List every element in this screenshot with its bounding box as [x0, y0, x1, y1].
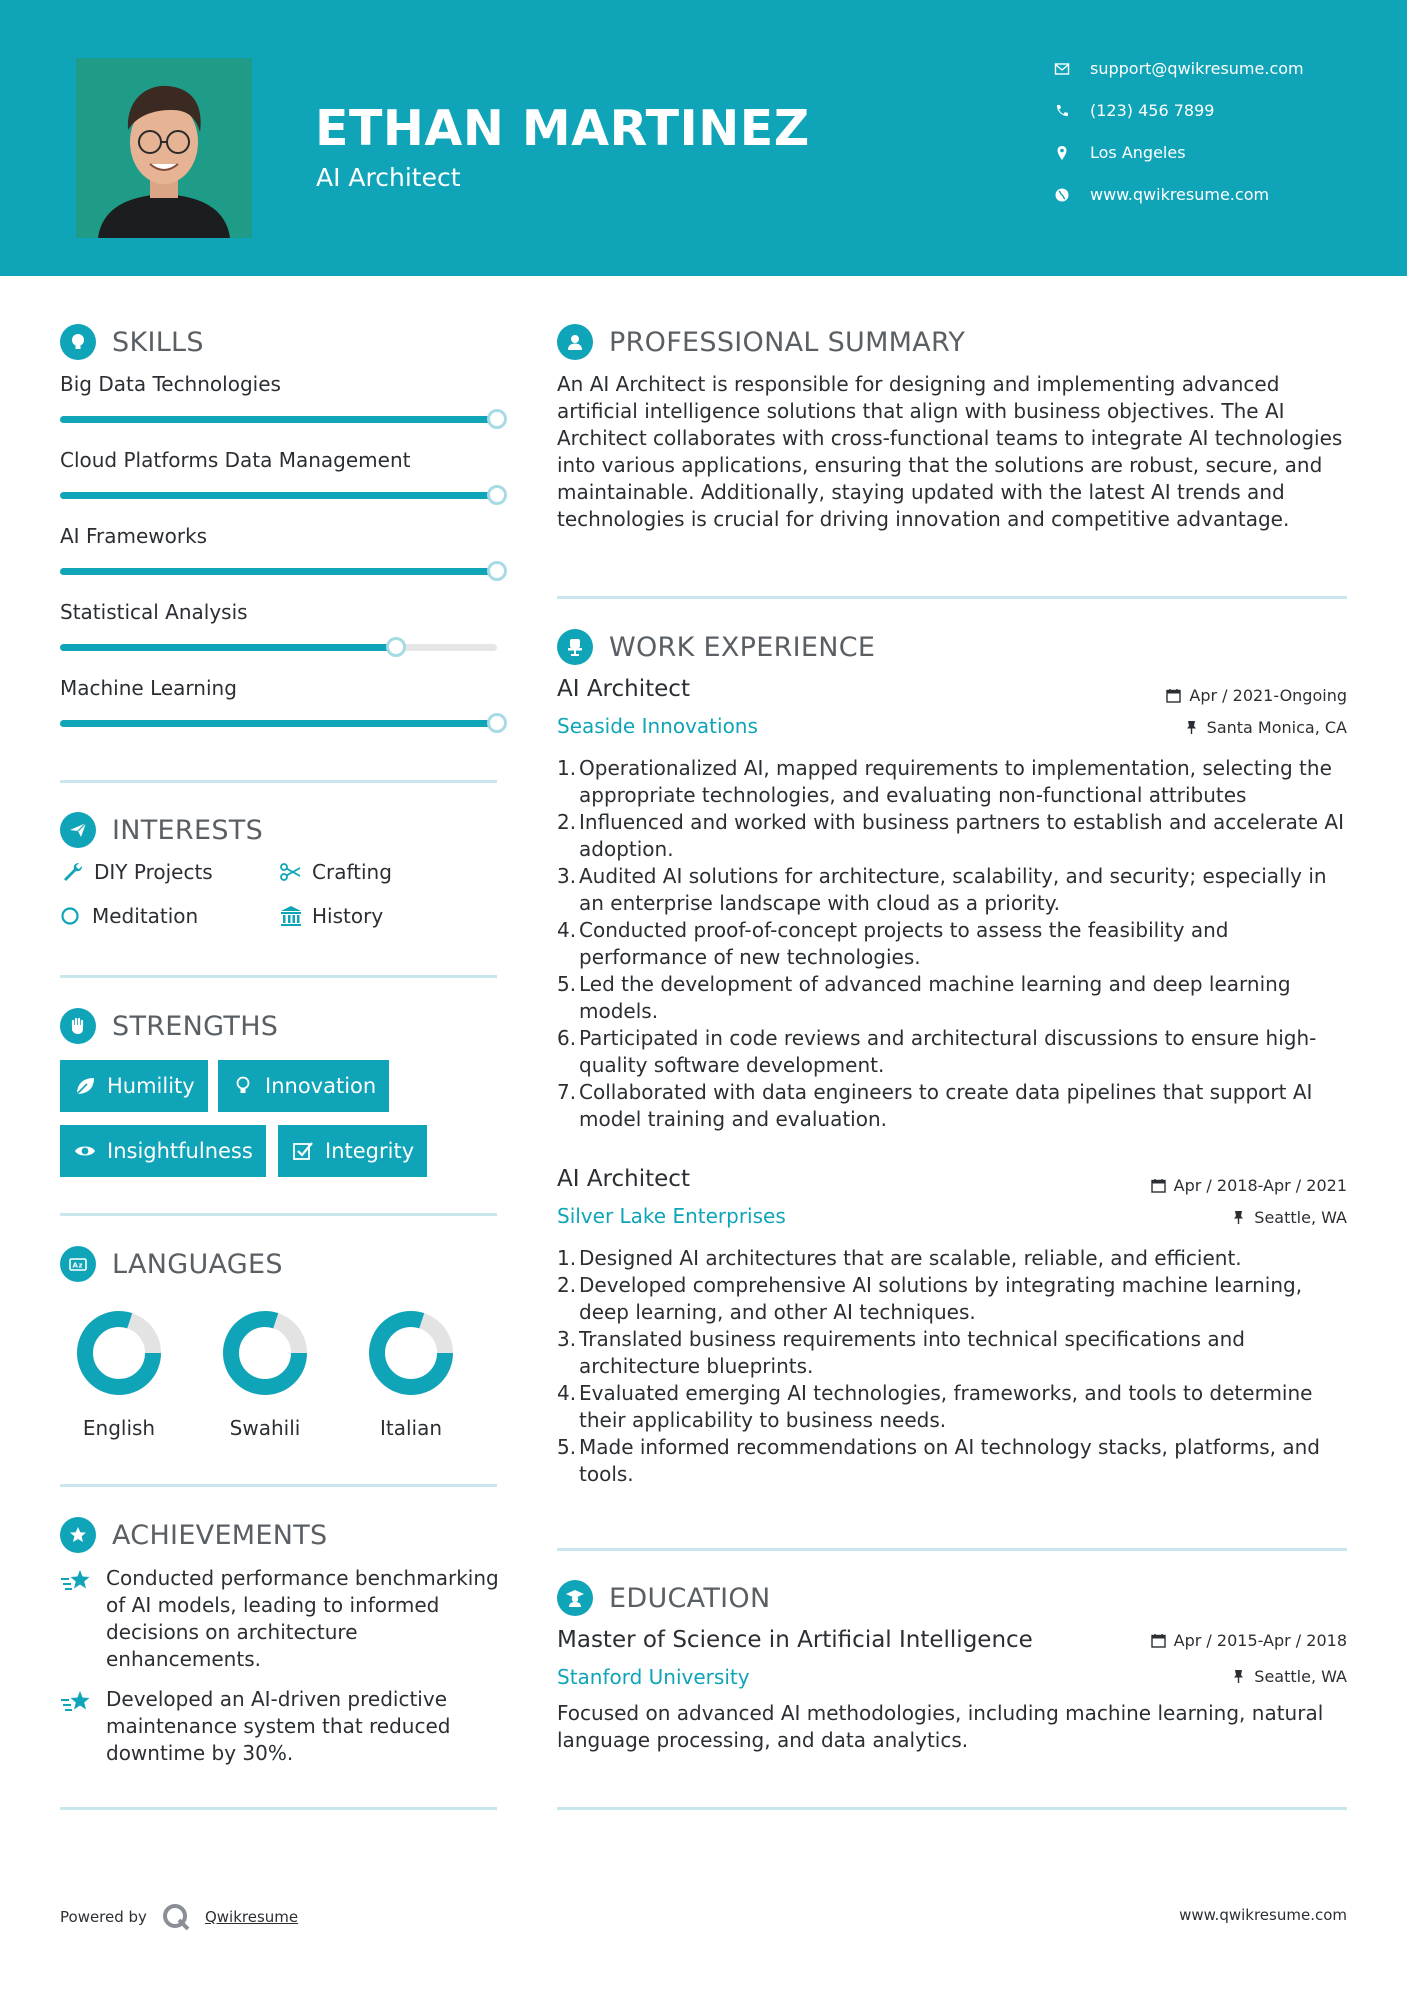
job-bullet-text: Conducted proof-of-concept projects to assess the feasibility and performance of new technologies.	[579, 918, 1229, 969]
shooting-star-icon	[60, 1686, 96, 1767]
contact-email-text: support@qwikresume.com	[1090, 59, 1304, 78]
job-bullet-text: Evaluated emerging AI technologies, frameworks, and tools to determine their applicability to business needs.	[579, 1381, 1313, 1432]
interest-item	[60, 904, 198, 928]
job-dates-text: Apr / 2021-Ongoing	[1189, 686, 1347, 705]
strengths-title: STRENGTHS	[112, 1010, 279, 1042]
skills-title: SKILLS	[112, 326, 204, 358]
scissors-icon	[278, 860, 304, 884]
strength-tag	[60, 1060, 208, 1112]
skill-label: Machine Learning	[60, 676, 237, 700]
skill-bar	[60, 644, 497, 651]
skill-bar	[60, 492, 497, 499]
footer-brand-link[interactable]: Qwikresume	[204, 1908, 299, 1926]
achievement-item	[60, 1565, 500, 1673]
contact-phone-text: (123) 456 7899	[1090, 101, 1215, 120]
svg-text:z: z	[78, 1261, 83, 1270]
education-heading	[557, 1580, 770, 1616]
eye-icon	[73, 1139, 97, 1163]
skill-bar-fill	[60, 416, 497, 423]
resume-header	[0, 0, 1407, 276]
education-dates	[1151, 1631, 1347, 1650]
skill-bar-knob	[487, 713, 507, 733]
contact-website-text: www.qwikresume.com	[1090, 185, 1270, 204]
calendar-icon	[1166, 688, 1181, 703]
experience-title: WORK EXPERIENCE	[609, 631, 876, 663]
strengths-heading	[60, 1008, 278, 1044]
globe-icon	[1054, 187, 1070, 203]
user-icon	[557, 324, 593, 360]
envelope-icon	[1054, 61, 1070, 77]
language-proficiency-donut	[366, 1308, 456, 1398]
paper-plane-icon	[60, 812, 96, 848]
strength-label: Integrity	[325, 1139, 415, 1163]
calendar-icon	[1151, 1633, 1166, 1648]
job-bullet-list	[557, 755, 1357, 1133]
powered-by-label: Powered by	[60, 1908, 147, 1926]
skill-bar-knob	[487, 409, 507, 429]
skill-bar-fill	[60, 492, 497, 499]
section-divider	[60, 780, 497, 783]
strength-label: Innovation	[265, 1074, 377, 1098]
phone-icon	[1054, 103, 1070, 119]
education-title: EDUCATION	[609, 1582, 771, 1614]
contact-phone[interactable]	[1054, 101, 1214, 120]
pushpin-icon	[1231, 1669, 1246, 1684]
interest-label: Meditation	[92, 904, 199, 928]
interest-label: DIY Projects	[94, 860, 213, 884]
skill-label: Cloud Platforms Data Management	[60, 448, 411, 472]
job-bullet-text: Made informed recommendations on AI technology stacks, platforms, and tools.	[579, 1435, 1320, 1486]
office-chair-icon	[557, 629, 593, 665]
job-location	[1231, 1208, 1347, 1227]
job-bullet-text: Operationalized AI, mapped requirements to implementation, selecting the appropriate technologies, and evaluating non-functional attributes	[579, 756, 1332, 807]
lightbulb-icon	[231, 1074, 255, 1098]
job-dates-text: Apr / 2018-Apr / 2021	[1173, 1176, 1347, 1195]
contact-location-text: Los Angeles	[1090, 143, 1186, 162]
skill-bar-knob	[386, 637, 406, 657]
skill-bar-knob	[487, 485, 507, 505]
skill-bar-fill	[60, 644, 396, 651]
job-bullet-text: Collaborated with data engineers to create data pipelines that support AI model training and evaluation.	[579, 1080, 1313, 1131]
job-dates	[1166, 686, 1347, 705]
language-label: Italian	[379, 1416, 443, 1440]
job-bullet: 7. Collaborated with data engineers to create data pipelines that support AI model training and evaluation.	[557, 1079, 1357, 1133]
leaf-icon	[73, 1074, 97, 1098]
profile-photo	[76, 58, 252, 238]
translate-icon	[60, 1246, 96, 1282]
language-proficiency-donut	[220, 1308, 310, 1398]
language-proficiency-donut	[74, 1308, 164, 1398]
education-description: Focused on advanced AI methodologies, including machine learning, natural language processing, and data analytics.	[557, 1701, 1324, 1752]
pushpin-icon	[1231, 1210, 1246, 1225]
skill-bar-fill	[60, 720, 497, 727]
candidate-name: ETHAN MARTINEZ	[315, 100, 810, 157]
map-pin-icon	[1054, 145, 1070, 161]
summary-text: An AI Architect is responsible for designing and implementing advanced artificial intelligence solutions that align with business objectives. The AI Architect collaborates with cross-functional teams to integrate AI technologies into various applications, ensuring that the solutions are robust, secure, and maintainable. Additionally, staying updated with the latest AI trends and technologies is crucial for driving innovation and competitive advantage.	[557, 372, 1343, 531]
job-bullet-text: Participated in code reviews and architectural discussions to ensure high-quality software development.	[579, 1026, 1317, 1077]
language-label: Swahili	[229, 1416, 301, 1440]
interests-title: INTERESTS	[112, 814, 264, 846]
section-divider	[557, 596, 1347, 599]
summary-title: PROFESSIONAL SUMMARY	[609, 326, 966, 358]
language-item	[215, 1308, 315, 1440]
language-label: English	[82, 1416, 156, 1440]
skills-heading	[60, 324, 204, 360]
checkbox-icon	[291, 1139, 315, 1163]
interest-item	[60, 860, 213, 884]
section-divider	[60, 1484, 497, 1487]
job-bullet: 1. Designed AI architectures that are scalable, reliable, and efficient.	[557, 1246, 1242, 1270]
strength-tag	[60, 1125, 266, 1177]
job-bullet: 4. Evaluated emerging AI technologies, frameworks, and tools to determine their applicability to business needs.	[557, 1380, 1357, 1434]
school-name: Stanford University	[557, 1665, 750, 1689]
job-title: AI Architect	[557, 1166, 690, 1192]
job-location-text: Santa Monica, CA	[1206, 718, 1347, 737]
section-divider	[557, 1548, 1347, 1551]
job-bullet: 3. Audited AI solutions for architecture, scalability, and security; especially in an enterprise landscape with cloud as a priority.	[557, 863, 1357, 917]
lightbulb-icon	[60, 324, 96, 360]
job-bullet: 2. Developed comprehensive AI solutions by integrating machine learning, deep learning, and other AI techniques.	[557, 1272, 1357, 1326]
skill-bar	[60, 720, 497, 727]
achievement-text: Developed an AI-driven predictive maintenance system that reduced downtime by 30%.	[106, 1687, 451, 1765]
education-dates-text: Apr / 2015-Apr / 2018	[1173, 1631, 1347, 1650]
job-location	[1184, 718, 1347, 737]
skill-bar-knob	[487, 561, 507, 581]
job-bullet: 3. Translated business requirements into technical specifications and architecture blueprints.	[557, 1326, 1357, 1380]
job-bullet-text: Led the development of advanced machine learning and deep learning models.	[579, 972, 1291, 1023]
job-bullet: 4. Conducted proof-of-concept projects to assess the feasibility and performance of new technologies.	[557, 917, 1357, 971]
achievement-text: Conducted performance benchmarking of AI models, leading to informed decisions on architecture enhancements.	[106, 1566, 499, 1671]
strength-label: Insightfulness	[107, 1139, 253, 1163]
education-location-text: Seattle, WA	[1254, 1667, 1347, 1686]
section-divider	[60, 1213, 497, 1216]
hand-icon	[60, 1008, 96, 1044]
languages-heading	[60, 1246, 283, 1282]
museum-icon	[278, 904, 304, 928]
contact-location	[1054, 143, 1186, 162]
skill-bar-fill	[60, 568, 497, 575]
strength-label: Humility	[107, 1074, 195, 1098]
degree-title: Master of Science in Artificial Intelligence	[557, 1627, 1033, 1653]
job-company: Silver Lake Enterprises	[557, 1204, 786, 1228]
star-badge-icon	[60, 1517, 96, 1553]
language-item	[361, 1308, 461, 1440]
job-bullet: 5. Led the development of advanced machine learning and deep learning models.	[557, 971, 1357, 1025]
candidate-role: AI Architect	[316, 163, 461, 192]
skill-bar	[60, 416, 497, 423]
skill-label: Statistical Analysis	[60, 600, 248, 624]
job-bullet-list	[557, 1245, 1357, 1488]
contact-website[interactable]	[1054, 185, 1269, 204]
wrench-icon	[60, 860, 86, 884]
language-item	[69, 1308, 169, 1440]
job-bullet: 5. Made informed recommendations on AI technology stacks, platforms, and tools.	[557, 1434, 1357, 1488]
job-bullet-text: Developed comprehensive AI solutions by integrating machine learning, deep learning, and other AI techniques.	[579, 1273, 1303, 1324]
achievement-item	[60, 1686, 500, 1767]
job-bullet-text: Designed AI architectures that are scalable, reliable, and efficient.	[579, 1246, 1242, 1270]
graduate-icon	[557, 1580, 593, 1616]
section-divider	[557, 1807, 1347, 1810]
qwikresume-logo-icon	[161, 1902, 191, 1932]
job-bullet: 1. Operationalized AI, mapped requirements to implementation, selecting the appropriate technologies, and evaluating non-functional attributes	[557, 755, 1357, 809]
skill-label: Big Data Technologies	[60, 372, 281, 396]
skill-bar	[60, 568, 497, 575]
contact-email[interactable]	[1054, 59, 1304, 78]
job-bullet-text: Audited AI solutions for architecture, scalability, and security; especially in an enterprise landscape with cloud as a priority.	[579, 864, 1327, 915]
education-location	[1231, 1667, 1347, 1686]
interest-label: Crafting	[312, 860, 392, 884]
strength-tag	[218, 1060, 389, 1112]
job-company: Seaside Innovations	[557, 714, 758, 738]
footer-website[interactable]: www.qwikresume.com	[1179, 1906, 1347, 1924]
job-dates	[1151, 1176, 1347, 1195]
footer-powered-by	[60, 1902, 298, 1932]
experience-heading	[557, 629, 875, 665]
summary-heading	[557, 324, 965, 360]
job-bullet-text: Influenced and worked with business partners to establish and accelerate AI adoption.	[579, 810, 1344, 861]
job-title: AI Architect	[557, 676, 690, 702]
shooting-star-icon	[60, 1565, 96, 1673]
circle-icon	[60, 904, 80, 928]
interests-heading	[60, 812, 263, 848]
job-location-text: Seattle, WA	[1254, 1208, 1347, 1227]
skill-label: AI Frameworks	[60, 524, 208, 548]
section-divider	[60, 1807, 497, 1810]
interest-item	[278, 860, 392, 884]
interest-label: History	[312, 904, 384, 928]
job-bullet: 6. Participated in code reviews and architectural discussions to ensure high-quality software development.	[557, 1025, 1357, 1079]
job-bullet: 2. Influenced and worked with business partners to establish and accelerate AI adoption.	[557, 809, 1357, 863]
job-bullet-text: Translated business requirements into technical specifications and architecture blueprints.	[579, 1327, 1245, 1378]
languages-title: LANGUAGES	[112, 1248, 283, 1280]
achievements-heading	[60, 1517, 328, 1553]
section-divider	[60, 975, 497, 978]
achievements-title: ACHIEVEMENTS	[112, 1519, 328, 1551]
interest-item	[278, 904, 383, 928]
calendar-icon	[1151, 1178, 1166, 1193]
pushpin-icon	[1184, 720, 1199, 735]
strength-tag	[278, 1125, 427, 1177]
svg-text:A: A	[72, 1261, 78, 1270]
